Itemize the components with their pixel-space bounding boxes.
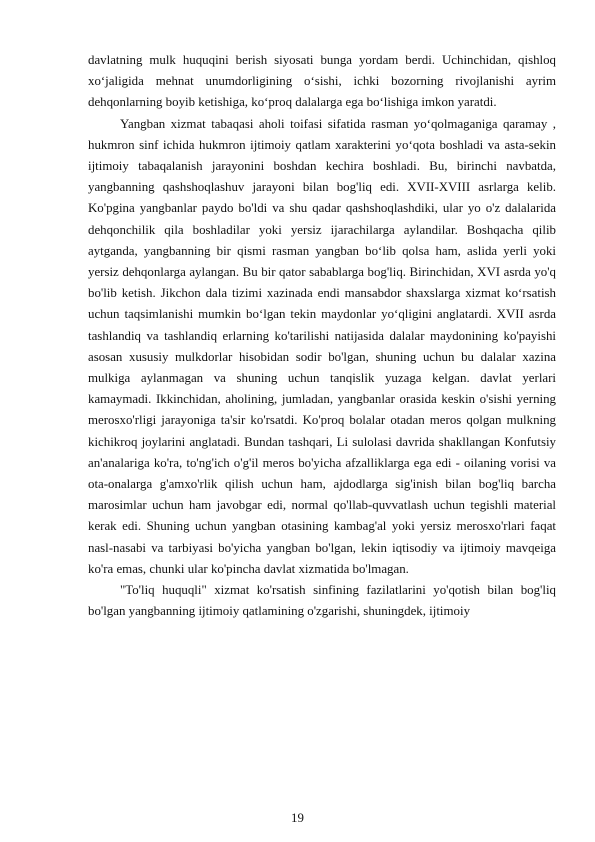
paragraph-yangban-stratification: Yangban xizmat tabaqasi aholi toifasi sifatida rasman yo‘qolmaganiga qaramay , hukmron sinf ichida hukmron ijtimoiy qatlam xarakterini yo‘qota boshladi va asta-sekin ijtimoiy tabaqalanish jarayonini boshdan kechira boshladi. Bu, birinchi navbatda, yangbanning qashshoqlashuv jarayoni bilan bog'liq edi. XVII-XVIII asrlarga kelib. Ko'pgina yangbanlar paydo bo'ldi va shu qadar qashshoqlashdiki, ular yo o'z dalalarida dehqonchilik qila boshladilar yoki yersiz ijarachilarga aylandilar. Boshqacha qilib aytganda, yangbanning bir qismi rasman yangban bo‘lib qolsa ham, aslida yerli yoki yersiz dehqonlarga aylangan. Bu bir qator sabablarga bog'liq. Birinchidan, XVI asrda yo'q bo'lib ketish. Jikchon dala tizimi xazinada endi mansabdor shaxslarga xizmat ko‘rsatish uchun taqsimlanishi mumkin bo‘lgan tekin maydonlar yo‘qligini anglatardi. XVII asrda tashlandiq va tashlandiq erlarning ko'tarilishi natijasida dalalar maydonining ko'payishi asosan xususiy mulkdorlar hisobidan sodir bo'lgan, shuning uchun bu dalalar xazina mulkiga aylanmagan va shuning uchun tanqislik yuzaga kelgan. davlat yerlari kamaymadi. Ikkinchidan, aholining, jumladan, yangbanlar orasida keskin o'sishi yerning merosxo'rligi jarayoniga ta'sir ko'rsatdi. Ko'proq bolalar otadan meros qolgan mulkning kichikroq joylarini anglatadi. Bundan tashqari, Li sulolasi davrida shakllangan Konfutsiy an'analariga ko'ra, to'ng'ich o'g'il meros bo'yicha afzalliklarga ega edi - oilaning vorisi va ota-onalarga g'amxo'rlik qilish uchun ham, ajdodlarga sig'inish bilan bog'liq barcha marosimlar uchun ham javobgar edi, normal qo'llab-quvvatlash uchun tegishli material kerak edi. Shuning uchun yangban otasining kambag'al yoki yersiz merosxo'rlari faqat nasl-nasabi va tarbiyasi bo'yicha yangban bo'lgan, lekin iqtisodiy va ijtimoiy mavqeiga ko'ra emas, chunki ular ko'pincha davlat xizmatida bo'lmagan. xyxy=(88,116,556,576)
page-number: 19 xyxy=(291,811,304,825)
document-page xyxy=(88,50,556,622)
paragraph-continuation: davlatning mulk huquqini berish siyosati bunga yordam berdi. Uchinchidan, qishloq xo‘jaligida mehnat unumdorligining o‘sishi, ichki bozorning rivojlanishi ayrim dehqonlarning boyib ketishiga, ko‘proq dalalarga ega bo‘lishiga imkon yaratdi. xyxy=(88,53,556,110)
paragraph-social-change: "To'liq huquqli" xizmat ko'rsatish sinfining fazilatlarini yo'qotish bilan bog'liq bo'lgan yangbanning ijtimoiy qatlamining o'zgarishi, shuningdek, ijtimoiy xyxy=(88,583,556,619)
